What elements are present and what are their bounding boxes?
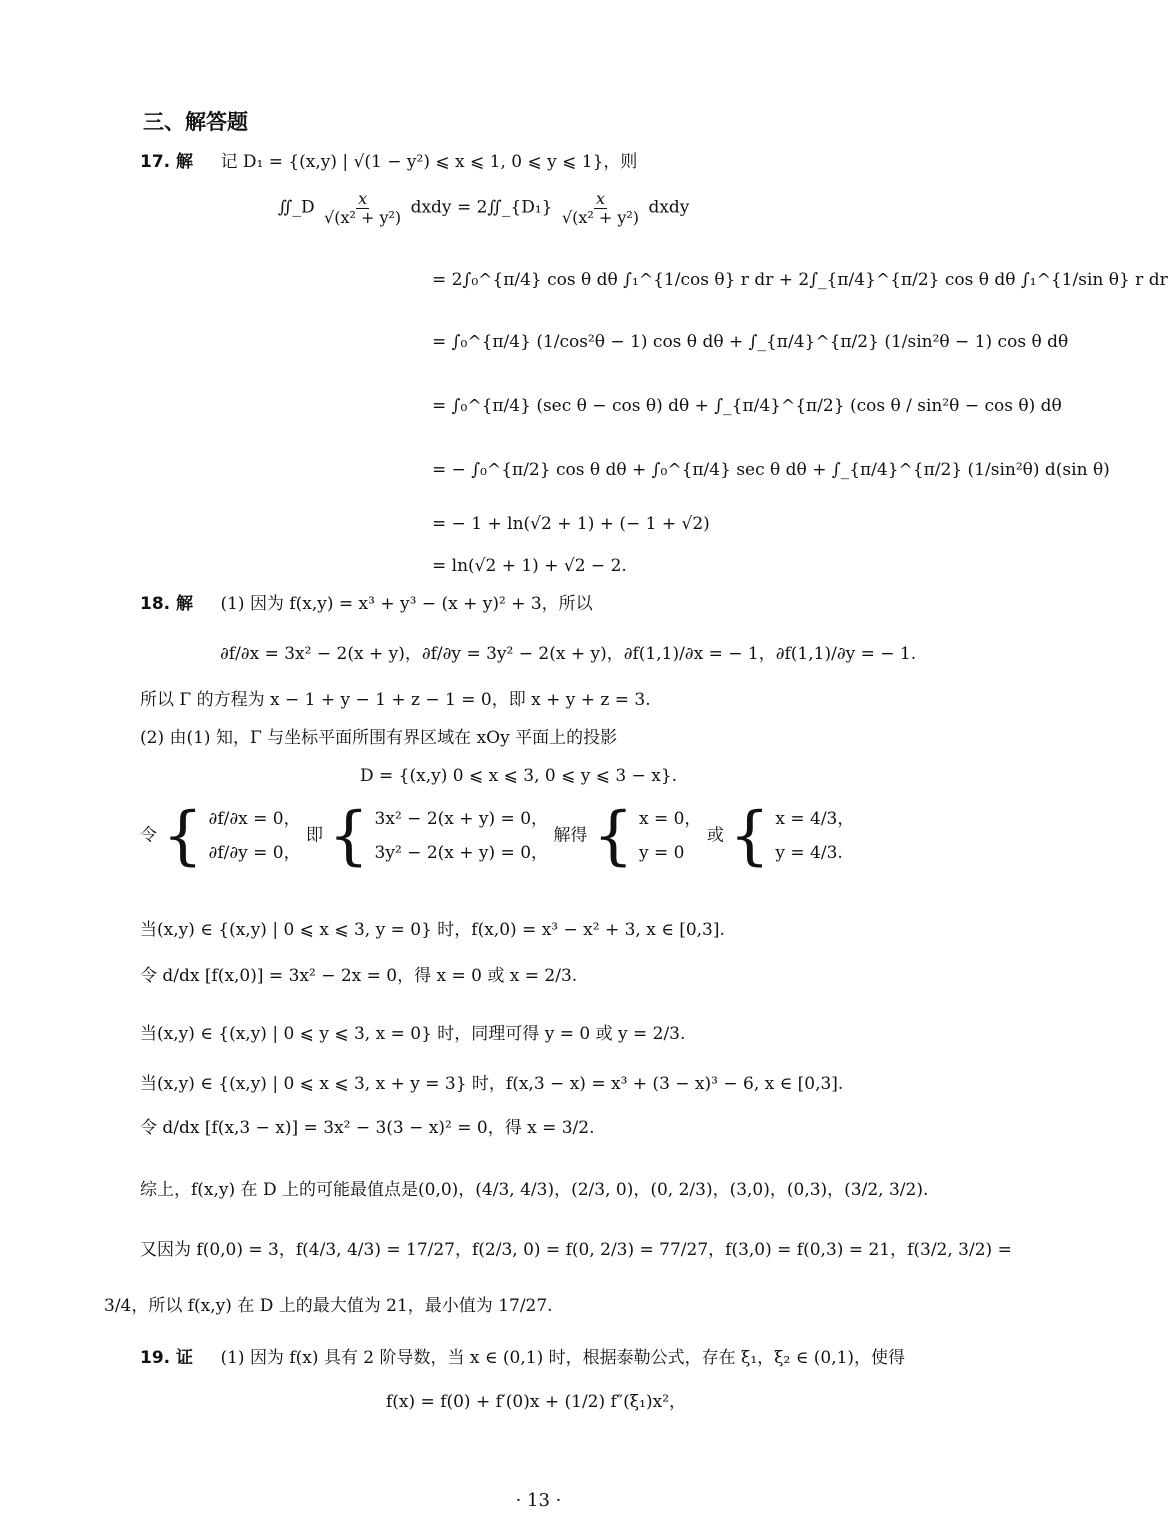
p17-eq0-num2: x	[595, 189, 605, 208]
left-brace-icon: {	[162, 799, 204, 873]
p18-sys-c1: x = 0，	[638, 808, 702, 829]
problem-17-intro	[140, 152, 637, 172]
p18-sys-c2: y = 0	[638, 843, 685, 863]
p18-system	[140, 799, 855, 873]
p18-plane-eq: 所以 Γ 的方程为 x − 1 + y − 1 + z − 1 = 0，即 x + y + z = 3.	[140, 690, 651, 710]
p18-sys-ling: 令	[140, 825, 157, 846]
p18-sys-ji: 即	[306, 825, 324, 846]
p18-conclusion: 3/4，所以 f(x,y) 在 D 上的最大值为 21，最小值为 17/27.	[104, 1296, 553, 1316]
left-brace-icon: {	[592, 799, 634, 873]
p18-edge3-deriv: 令 d/dx [f(x,3 − x)] = 3x² − 3(3 − x)² = 0，得 x = 3/2.	[140, 1118, 595, 1138]
section-title: 三、解答题	[143, 110, 248, 134]
p17-eq0-fraction	[322, 190, 403, 226]
page-number: · 13 ·	[515, 1490, 562, 1511]
p17-eq0-den2: √(x² + y²)	[561, 207, 640, 227]
p17-eq3: = ∫₀^{π/4} (sec θ − cos θ) dθ + ∫_{π/4}^{π/2} (cos θ / sin²θ − cos θ) dθ	[432, 396, 1062, 416]
p17-eq5: = − 1 + ln(√2 + 1) + (− 1 + √2)	[432, 514, 710, 534]
left-brace-icon: {	[328, 799, 370, 873]
p18-sys-a1: ∂f/∂x = 0，	[208, 808, 301, 829]
p18-domain: D = {(x,y) 0 ⩽ x ⩽ 3, 0 ⩽ y ⩽ 3 − x}.	[360, 766, 678, 786]
problem-19-line1	[140, 1348, 905, 1368]
p17-eq0-den: √(x² + y²)	[324, 207, 402, 227]
p18-sys-a2: ∂f/∂y = 0，	[208, 843, 301, 863]
p18-sys-b2: 3y² − 2(x + y) = 0，	[374, 843, 549, 863]
problem-17-intro-text: 记 D₁ = {(x,y) | √(1 − y²) ⩽ x ⩽ 1, 0 ⩽ y ⩽ 1}，则	[220, 152, 638, 172]
p18-edge1-deriv: 令 d/dx [f(x,0)] = 3x² − 2x = 0，得 x = 0 或 x = 2/3.	[140, 966, 578, 986]
problem-17-label: 17. 解	[140, 152, 194, 172]
p18-partials: ∂f/∂x = 3x² − 2(x + y)，∂f/∂y = 3y² − 2(x + y)，∂f(1,1)/∂x = − 1，∂f(1,1)/∂y = − 1.	[220, 644, 917, 664]
p18-part2-intro: (2) 由(1) 知，Γ 与坐标平面所围有界区域在 xOy 平面上的投影	[140, 728, 618, 748]
p17-eq6: = ln(√2 + 1) + √2 − 2.	[432, 556, 627, 576]
p17-eq4: = − ∫₀^{π/2} cos θ dθ + ∫₀^{π/4} sec θ dθ + ∫_{π/4}^{π/2} (1/sin²θ) d(sin θ)	[432, 460, 1110, 480]
problem-18-line1	[140, 594, 593, 614]
p18-sys-c	[639, 809, 701, 864]
problem-18-label: 18. 解	[140, 594, 194, 614]
problem-18-line1-text: (1) 因为 f(x,y) = x³ + y³ − (x + y)² + 3，所以	[220, 594, 593, 614]
p17-eq0-fraction2	[560, 190, 641, 226]
p18-candidates: 综上，f(x,y) 在 D 上的可能最值点是(0,0)，(4/3, 4/3)，(2/3, 0)，(0, 2/3)，(3,0)，(0,3)，(3/2, 3/2).	[140, 1180, 929, 1200]
p17-eq0-end: dxdy	[648, 197, 690, 218]
p18-edge1: 当(x,y) ∈ {(x,y) | 0 ⩽ x ⩽ 3, y = 0} 时，f(x,0) = x³ − x² + 3, x ∈ [0,3].	[140, 920, 725, 940]
p17-eq0	[278, 190, 689, 226]
p18-sys-b1: 3x² − 2(x + y) = 0，	[374, 808, 549, 829]
p17-eq0-num: x	[358, 189, 368, 208]
left-brace-icon: {	[729, 799, 770, 873]
p18-edge3: 当(x,y) ∈ {(x,y) | 0 ⩽ x ⩽ 3, x + y = 3} 时，f(x,3 − x) = x³ + (3 − x)³ − 6, x ∈ [0,3].	[140, 1074, 844, 1094]
p19-taylor: f(x) = f(0) + f′(0)x + (1/2) f″(ξ₁)x²，	[386, 1392, 687, 1412]
p18-values: 又因为 f(0,0) = 3，f(4/3, 4/3) = 17/27，f(2/3, 0) = f(0, 2/3) = 77/27，f(3,0) = f(0,3) = 21，f(3/2, 3/2) =	[140, 1240, 1012, 1260]
p18-edge2: 当(x,y) ∈ {(x,y) | 0 ⩽ y ⩽ 3, x = 0} 时，同理可得 y = 0 或 y = 2/3.	[140, 1024, 686, 1044]
p17-eq0-mid: dxdy = 2∬_{D₁}	[410, 197, 553, 218]
problem-19-line1-text: (1) 因为 f(x) 具有 2 阶导数，当 x ∈ (0,1) 时，根据泰勒公式，存在 ξ₁，ξ₂ ∈ (0,1)，使得	[220, 1348, 906, 1368]
problem-19-label: 19. 证	[140, 1348, 194, 1368]
p18-sys-b	[375, 809, 548, 864]
p18-sys-d1: x = 4/3，	[775, 808, 855, 829]
p17-eq2: = ∫₀^{π/4} (1/cos²θ − 1) cos θ dθ + ∫_{π/4}^{π/2} (1/sin²θ − 1) cos θ dθ	[432, 332, 1069, 352]
p18-sys-d2: y = 4/3.	[775, 843, 843, 863]
p18-sys-d	[775, 809, 854, 864]
p17-eq0-lhs: ∬_D	[278, 197, 315, 218]
p18-sys-a	[209, 809, 301, 864]
p18-sys-jiede: 解得	[553, 825, 588, 846]
p17-eq1: = 2∫₀^{π/4} cos θ dθ ∫₁^{1/cos θ} r dr + 2∫_{π/4}^{π/2} cos θ dθ ∫₁^{1/sin θ} r dr	[432, 270, 1168, 290]
p18-sys-huo: 或	[706, 825, 724, 846]
